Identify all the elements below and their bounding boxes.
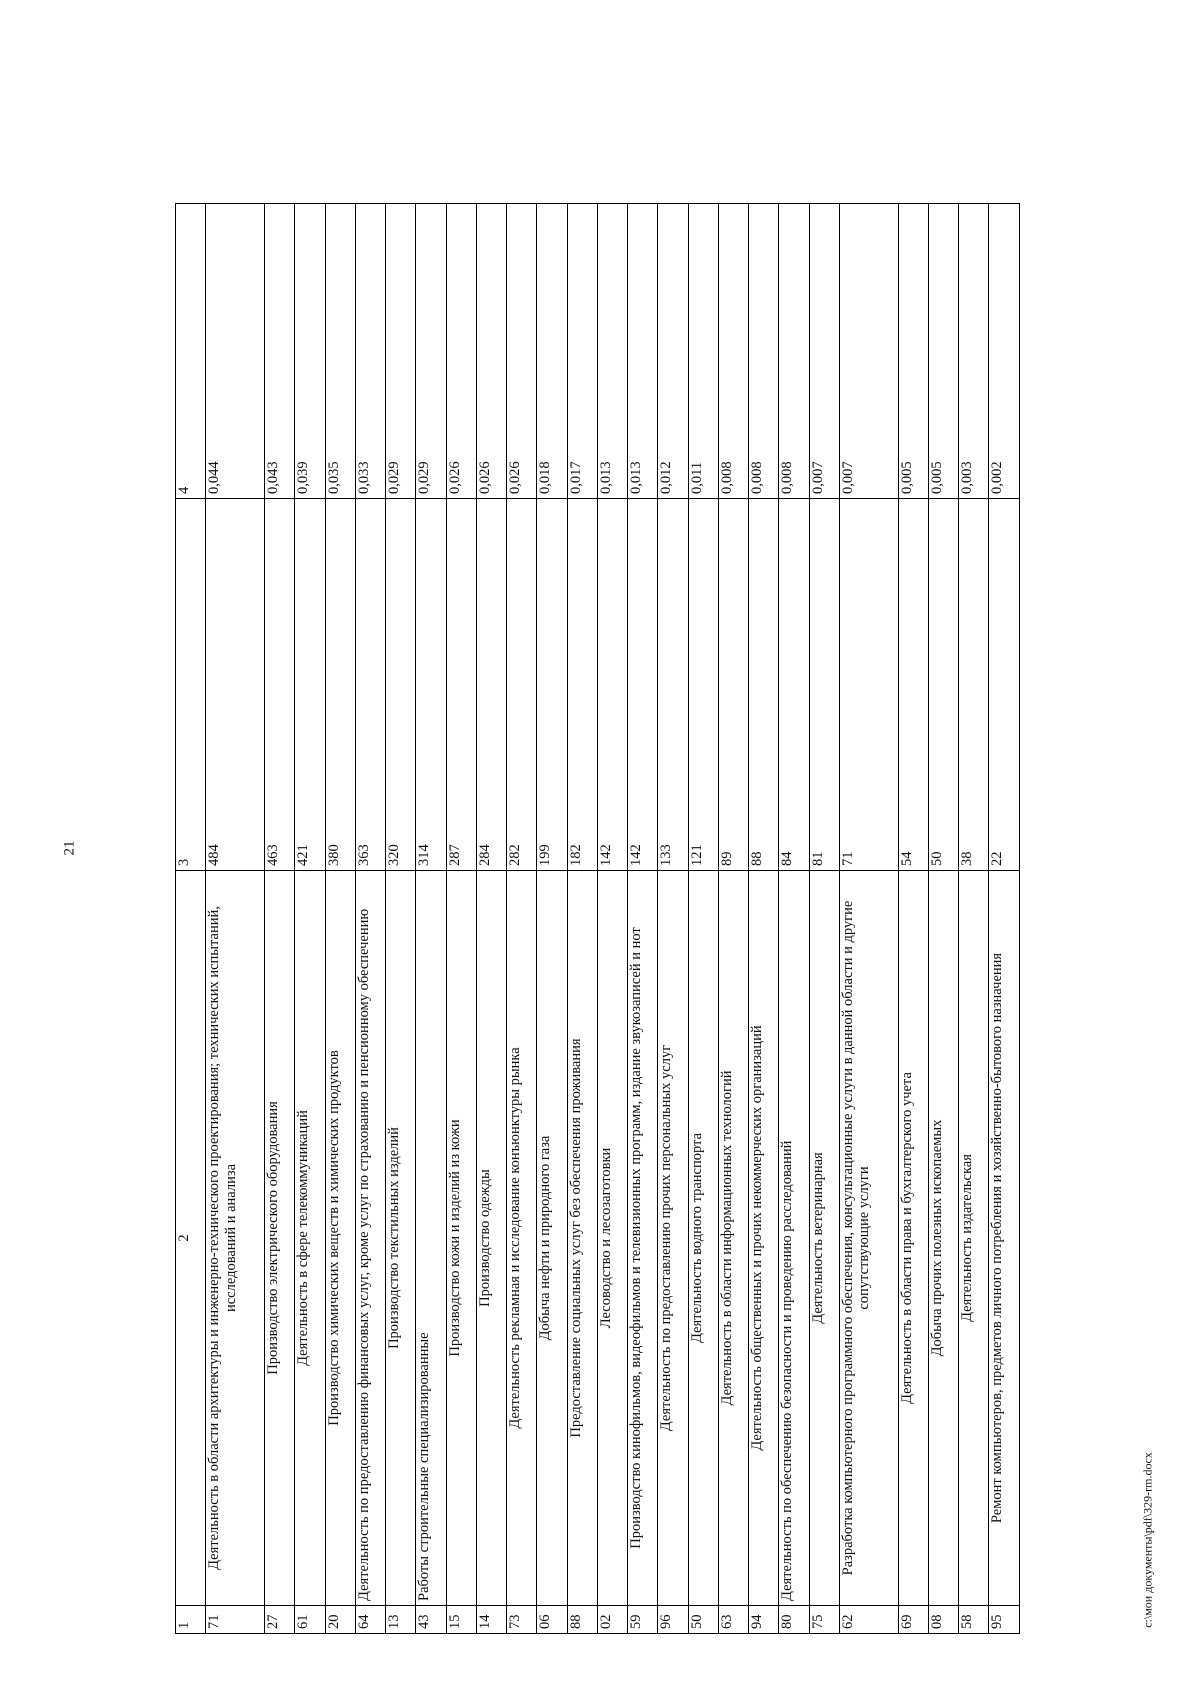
activity-name-cell: Производство кожи и изделий из кожи — [446, 871, 476, 1606]
count-cell: 88 — [749, 499, 779, 871]
count-cell: 380 — [325, 499, 355, 871]
count-cell: 484 — [206, 499, 265, 871]
table-row — [507, 204, 537, 1634]
table-row — [658, 204, 688, 1634]
table-row — [989, 204, 1020, 1634]
header-cell-3: 3 — [176, 499, 206, 871]
table-row — [567, 204, 597, 1634]
activity-name-cell: Деятельность в области архитектуры и инженерно-технического проектирования; технических испытаний, исследований и анализа — [206, 871, 265, 1606]
activity-name-cell: Деятельность издательская — [959, 871, 989, 1606]
table-row — [295, 204, 325, 1634]
share-cell: 0,017 — [567, 204, 597, 499]
table-row — [386, 204, 416, 1634]
table-row — [779, 204, 809, 1634]
table-row — [476, 204, 506, 1634]
share-cell: 0,018 — [537, 204, 567, 499]
activity-name-cell: Добыча нефти и природного газа — [537, 871, 567, 1606]
share-cell: 0,007 — [839, 204, 898, 499]
activity-name-cell: Ремонт компьютеров, предметов личного потребления и хозяйственно-бытового назначения — [989, 871, 1020, 1606]
share-cell: 0,008 — [749, 204, 779, 499]
count-cell: 282 — [507, 499, 537, 871]
activity-name-cell: Деятельность в сфере телекоммуникаций — [295, 871, 325, 1606]
header-cell-1: 1 — [176, 1606, 206, 1634]
code-cell: 50 — [688, 1606, 718, 1634]
activity-name-cell: Производство кинофильмов, видеофильмов и телевизионных программ, издание звукозаписей и нот — [628, 871, 658, 1606]
table-row — [928, 204, 958, 1634]
activity-name-cell: Деятельность в области информационных технологий — [718, 871, 748, 1606]
code-cell: 43 — [416, 1606, 446, 1634]
code-cell: 95 — [989, 1606, 1020, 1634]
share-cell: 0,013 — [597, 204, 627, 499]
table-row — [688, 204, 718, 1634]
count-cell: 363 — [355, 499, 385, 871]
count-cell: 284 — [476, 499, 506, 871]
code-cell: 20 — [325, 1606, 355, 1634]
share-cell: 0,012 — [658, 204, 688, 499]
table-row — [265, 204, 295, 1634]
code-cell: 02 — [597, 1606, 627, 1634]
count-cell: 142 — [628, 499, 658, 871]
page-number: 21 — [61, 840, 78, 856]
code-cell: 88 — [567, 1606, 597, 1634]
count-cell: 142 — [597, 499, 627, 871]
share-cell: 0,003 — [959, 204, 989, 499]
header-cell-4: 4 — [176, 204, 206, 499]
activity-name-cell: Производство химических веществ и химических продуктов — [325, 871, 355, 1606]
count-cell: 81 — [809, 499, 839, 871]
code-cell: 62 — [839, 1606, 898, 1634]
code-cell: 15 — [446, 1606, 476, 1634]
activity-name-cell: Производство одежды — [476, 871, 506, 1606]
count-cell: 71 — [839, 499, 898, 871]
code-cell: 69 — [898, 1606, 928, 1634]
count-cell: 84 — [779, 499, 809, 871]
code-cell: 73 — [507, 1606, 537, 1634]
activity-name-cell: Деятельность по предоставлению прочих персональных услуг — [658, 871, 688, 1606]
code-cell: 06 — [537, 1606, 567, 1634]
activity-name-cell: Деятельность по обеспечению безопасности и проведению расследований — [779, 871, 809, 1606]
activity-name-cell: Производство текстильных изделий — [386, 871, 416, 1606]
share-cell: 0,033 — [355, 204, 385, 499]
activity-name-cell: Лесоводство и лесозаготовки — [597, 871, 627, 1606]
count-cell: 22 — [989, 499, 1020, 871]
table-row — [898, 204, 928, 1634]
count-cell: 133 — [658, 499, 688, 871]
count-cell: 38 — [959, 499, 989, 871]
code-cell: 58 — [959, 1606, 989, 1634]
count-cell: 121 — [688, 499, 718, 871]
code-cell: 63 — [718, 1606, 748, 1634]
count-cell: 89 — [718, 499, 748, 871]
count-cell: 421 — [295, 499, 325, 871]
activity-name-cell: Деятельность ветеринарная — [809, 871, 839, 1606]
activity-name-cell: Добыча прочих полезных ископаемых — [928, 871, 958, 1606]
code-cell: 61 — [295, 1606, 325, 1634]
code-cell: 59 — [628, 1606, 658, 1634]
count-cell: 182 — [567, 499, 597, 871]
share-cell: 0,007 — [809, 204, 839, 499]
table-row — [718, 204, 748, 1634]
share-cell: 0,005 — [928, 204, 958, 499]
table-row — [809, 204, 839, 1634]
share-cell: 0,043 — [265, 204, 295, 499]
share-cell: 0,029 — [416, 204, 446, 499]
code-cell: 75 — [809, 1606, 839, 1634]
share-cell: 0,029 — [386, 204, 416, 499]
footer-file-path: c:\мои документы\pdf\329-rm.docx — [1140, 1452, 1155, 1628]
table-row — [749, 204, 779, 1634]
table-row — [446, 204, 476, 1634]
code-cell: 96 — [658, 1606, 688, 1634]
table-header-row — [176, 204, 206, 1634]
table-row — [355, 204, 385, 1634]
count-cell: 287 — [446, 499, 476, 871]
share-cell: 0,026 — [446, 204, 476, 499]
activity-name-cell: Разработка компьютерного программного обеспечения, консультационные услуги в данной области и другие сопутствующие услуги — [839, 871, 898, 1606]
share-cell: 0,039 — [295, 204, 325, 499]
industry-table — [175, 203, 1020, 1634]
share-cell: 0,044 — [206, 204, 265, 499]
share-cell: 0,008 — [718, 204, 748, 499]
table-row — [597, 204, 627, 1634]
activity-name-cell: Предоставление социальных услуг без обеспечения проживания — [567, 871, 597, 1606]
share-cell: 0,026 — [507, 204, 537, 499]
activity-name-cell: Деятельность по предоставлению финансовых услуг, кроме услуг по страхованию и пенсионному обеспечению — [355, 871, 385, 1606]
share-cell: 0,008 — [779, 204, 809, 499]
table-row — [325, 204, 355, 1634]
share-cell: 0,011 — [688, 204, 718, 499]
activity-name-cell: Производство электрического оборудования — [265, 871, 295, 1606]
share-cell: 0,002 — [989, 204, 1020, 499]
header-cell-2: 2 — [176, 871, 206, 1606]
count-cell: 199 — [537, 499, 567, 871]
code-cell: 14 — [476, 1606, 506, 1634]
count-cell: 320 — [386, 499, 416, 871]
count-cell: 463 — [265, 499, 295, 871]
table-row — [416, 204, 446, 1634]
code-cell: 08 — [928, 1606, 958, 1634]
table-row — [537, 204, 567, 1634]
count-cell: 50 — [928, 499, 958, 871]
code-cell: 71 — [206, 1606, 265, 1634]
share-cell: 0,013 — [628, 204, 658, 499]
count-cell: 314 — [416, 499, 446, 871]
share-cell: 0,005 — [898, 204, 928, 499]
activity-name-cell: Работы строительные специализированные — [416, 871, 446, 1606]
activity-name-cell: Деятельность водного транспорта — [688, 871, 718, 1606]
table-row — [959, 204, 989, 1634]
rotated-table-wrapper — [175, 204, 1020, 1634]
share-cell: 0,035 — [325, 204, 355, 499]
table-row — [839, 204, 898, 1634]
activity-name-cell: Деятельность в области права и бухгалтерского учета — [898, 871, 928, 1606]
code-cell: 27 — [265, 1606, 295, 1634]
code-cell: 80 — [779, 1606, 809, 1634]
table-row — [628, 204, 658, 1634]
activity-name-cell: Деятельность общественных и прочих некоммерческих организаций — [749, 871, 779, 1606]
code-cell: 94 — [749, 1606, 779, 1634]
table-row — [206, 204, 265, 1634]
code-cell: 13 — [386, 1606, 416, 1634]
share-cell: 0,026 — [476, 204, 506, 499]
count-cell: 54 — [898, 499, 928, 871]
activity-name-cell: Деятельность рекламная и исследование конъюнктуры рынка — [507, 871, 537, 1606]
code-cell: 64 — [355, 1606, 385, 1634]
